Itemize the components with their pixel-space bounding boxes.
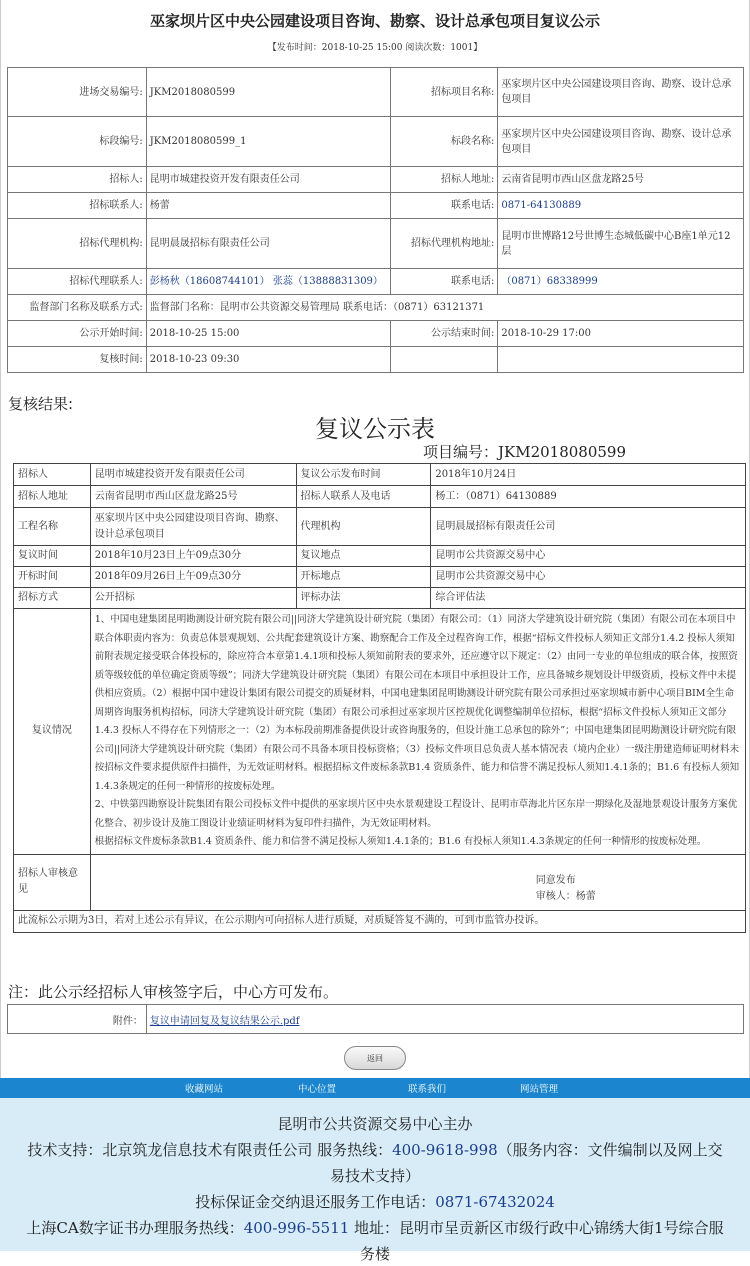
phone-label: 联系电话: — [390, 193, 498, 219]
open-place-label: 开标地点 — [296, 567, 431, 588]
end-value: 2018-10-29 17:00 — [498, 321, 744, 347]
footer-deposit — [0, 1190, 750, 1214]
opinion-content — [90, 854, 745, 910]
section-no-value: JKM2018080599_1 — [146, 117, 390, 167]
footer-deposit-text: 投标保证金交纳退还服务工作电话： — [195, 1193, 436, 1211]
project-name-label: 招标项目名称: — [390, 68, 498, 117]
info-row — [8, 68, 744, 117]
publish-time-value: 2018年10月24日 — [431, 464, 746, 486]
review-row — [14, 464, 746, 486]
tenderer-contact-value: 杨蕾 — [146, 193, 390, 219]
agency-value: 昆明晨晟招标有限责任公司 — [146, 219, 390, 269]
info-row — [8, 321, 744, 347]
page-title: 巫家坝片区中央公园建设项目咨询、勘察、设计总承包项目复议公示 — [149, 12, 600, 30]
site-footer — [0, 1098, 750, 1263]
publish-time-label: 复议公示发布时间 — [296, 464, 431, 486]
footer-ca-text: 上海CA数字证书办理服务热线： — [26, 1219, 244, 1237]
footer-support-phone: 400-9618-998 — [392, 1141, 498, 1159]
attachment-row — [8, 1005, 744, 1034]
info-row — [8, 219, 744, 269]
review-project-value: 巫家坝片区中央公园建设项目咨询、勘察、设计总承包项目 — [90, 508, 296, 546]
tenderer-addr-label: 招标人地址: — [390, 167, 498, 193]
info-row — [8, 347, 744, 373]
tenderer-contact-label: 招标联系人: — [8, 193, 147, 219]
review-row — [14, 508, 746, 546]
empty-cell — [390, 347, 498, 373]
nav-admin[interactable]: 网站管理 — [520, 1084, 559, 1095]
empty-cell — [498, 347, 744, 373]
project-name-value: 巫家坝片区中央公园建设项目咨询、勘察、设计总承包项目 — [498, 68, 744, 117]
section-name-value: 巫家坝片区中央公园建设项目咨询、勘察、设计总承包项目 — [498, 117, 744, 167]
agency-contact-label: 招标代理联系人: — [8, 269, 147, 295]
tenderer-value: 昆明市城建投资开发有限责任公司 — [146, 167, 390, 193]
supervisor-value: 监督部门名称：昆明市公共资源交易管理局 联系电话：（0871）63121371 — [146, 295, 743, 321]
review-addr-value: 云南省昆明市西山区盘龙路25号 — [90, 486, 296, 508]
agency-addr-label: 招标代理机构地址: — [390, 219, 498, 269]
review-place-label: 复议地点 — [296, 546, 431, 567]
eval-label: 评标办法 — [296, 588, 431, 609]
review-row — [14, 588, 746, 609]
back-button[interactable]: 返回 — [344, 1046, 406, 1070]
review-tenderer-value: 昆明市城建投资开发有限责任公司 — [90, 464, 296, 486]
review-time-label-2: 复议时间 — [14, 546, 91, 567]
review-agent-value: 昆明晨晟招标有限责任公司 — [431, 508, 746, 546]
review-project-no: 项目编号：JKM2018080599 — [423, 443, 627, 461]
footer-host: 昆明市公共资源交易中心主办 — [277, 1115, 473, 1133]
agency-phone-label: 联系电话: — [390, 269, 498, 295]
review-time-value: 2018-10-23 09:30 — [146, 347, 390, 373]
review-time-value-2: 2018年10月23日上午09点30分 — [90, 546, 296, 567]
attachment-table — [7, 1004, 744, 1034]
agency-label: 招标代理机构: — [8, 219, 147, 269]
attachment-label: 附件： — [8, 1005, 147, 1034]
footer-ca — [0, 1216, 750, 1240]
nav-location[interactable]: 中心位置 — [298, 1084, 337, 1095]
situation-paragraph: 根据招标文件废标条款B1.4 资质条件、能力和信誉不满足投标人须知1.4.1条的；B1.6 有投标人须知1.4.3条规定的任何一种情形的按废标处理。 — [94, 836, 707, 847]
review-time-label: 复核时间: — [8, 347, 147, 373]
situation-label: 复议情况 — [14, 609, 91, 855]
review-agent-label: 代理机构 — [296, 508, 431, 546]
nav-favorite[interactable]: 收藏网站 — [185, 1084, 224, 1095]
review-row — [14, 854, 746, 910]
agency-contact-value: 彭杨秋（18608744101） 张蕊（13888831309） — [146, 269, 390, 295]
open-time-label: 开标时间 — [14, 567, 91, 588]
tenderer-addr-value: 云南省昆明市西山区盘龙路25号 — [498, 167, 744, 193]
tenderer-label: 招标人: — [8, 167, 147, 193]
review-row — [14, 609, 746, 855]
footer-ca-address: 地址：昆明市呈贡新区市级行政中心锦绣大街1号综合服 — [349, 1219, 724, 1237]
footer-support-text: （服务内容：文件编制以及网上交 — [497, 1141, 723, 1159]
review-project-label: 工程名称 — [14, 508, 91, 546]
start-label: 公示开始时间: — [8, 321, 147, 347]
publish-note: 注：此公示经招标人审核签字后，中心方可发布。 — [8, 983, 339, 1001]
footer-support-text: 技术支持：北京筑龙信息技术有限责任公司 服务热线： — [27, 1141, 393, 1159]
end-label: 公示结束时间: — [390, 321, 498, 347]
nav-contact[interactable]: 联系我们 — [408, 1084, 447, 1095]
opinion-label: 招标人审核意见 — [14, 854, 91, 910]
entry-no-value: JKM2018080599 — [146, 68, 390, 117]
footer-ca-phone: 400-996-5511 — [243, 1219, 350, 1237]
info-row — [8, 117, 744, 167]
attachment-cell — [146, 1005, 743, 1034]
method-value: 公开招标 — [90, 588, 296, 609]
review-row — [14, 546, 746, 567]
footer-deposit-phone: 0871-67432024 — [435, 1193, 555, 1211]
review-row — [14, 567, 746, 588]
section-name-label: 标段名称: — [390, 117, 498, 167]
footer-nav — [0, 1078, 750, 1098]
review-contact-label: 招标人联系人及电话 — [296, 486, 431, 508]
situation-paragraph: 2、中铁第四勘察设计院集团有限公司投标文件中提供的巫家坝片区中央水景观建设工程设计、昆明市草海北片区东岸一期绿化及湿地景观设计服务方案优化整合、初步设计及施工图设计业绩证明材料为复印件扫描件，为无效证明材料。 — [94, 799, 738, 829]
open-place-value: 昆明市公共资源交易中心 — [431, 567, 746, 588]
opinion-reviewer: 审核人：杨蕾 — [535, 890, 596, 902]
review-heading: 复核结果: — [8, 395, 74, 413]
review-table-title: 复议公示表 — [315, 415, 435, 443]
footer-support-cont: 易技术支持） — [329, 1167, 420, 1185]
start-value: 2018-10-25 15:00 — [146, 321, 390, 347]
entry-no-label: 进场交易编号: — [8, 68, 147, 117]
eval-value: 综合评估法 — [431, 588, 746, 609]
section-no-label: 标段编号: — [8, 117, 147, 167]
info-row — [8, 193, 744, 219]
situation-content — [90, 609, 745, 855]
opinion-text: 同意发布 — [535, 874, 576, 886]
open-time-value: 2018年09月26日上午09点30分 — [90, 567, 296, 588]
footer-support — [0, 1138, 750, 1162]
notice-text: 此流标公示期为3日，若对上述公示有异议，在公示期内可向招标人进行质疑，对质疑答复不满的，可到市监管办投诉。 — [14, 910, 746, 932]
review-tenderer-label: 招标人 — [14, 464, 91, 486]
method-label: 招标方式 — [14, 588, 91, 609]
agency-addr-value: 昆明市世博路12号世博生态城低碳中心B座1单元12层 — [498, 219, 744, 269]
attachment-link[interactable]: 复议申请回复及复议结果公示.pdf — [149, 1015, 300, 1027]
project-info-table — [7, 67, 744, 373]
agency-phone-value: （0871）68338999 — [498, 269, 744, 295]
info-row — [8, 167, 744, 193]
info-row — [8, 295, 744, 321]
publish-meta: 【发布时间：2018-10-25 15:00 阅读次数：1001】 — [267, 43, 483, 53]
review-row — [14, 486, 746, 508]
info-row — [8, 269, 744, 295]
footer-ca-cont: 务楼 — [359, 1245, 390, 1263]
review-row — [14, 910, 746, 932]
supervisor-label: 监督部门名称及联系方式: — [8, 295, 147, 321]
review-addr-label: 招标人地址 — [14, 486, 91, 508]
review-place-value: 昆明市公共资源交易中心 — [431, 546, 746, 567]
review-table — [13, 463, 746, 933]
review-contact-value: 杨工：（0871）64130889 — [431, 486, 746, 508]
situation-paragraph: 1、中国电建集团昆明勘测设计研究院有限公司||同济大学建筑设计研究院（集团）有限公司：（1）同济大学建筑设计研究院（集团）有限公司在本项目中联合体职责内容为：负责总体景观规划、公共配套建筑设计方案、勘察配合工作及全过程咨询工作，根据“招标文件投标人须知正文部分1.4.2 投标人须知前附表规定接受联合体投标的，除应符合本章第1.4.1项和投标人须知前附表的要求外，还应遵守以下规定：（2）由同一专业的单位组成的联合体，按照资质等级较低的单位确定资质等级”；同济大学建筑设计研究院（集团）有限公司在本项目中承担设计工作，应具备城乡规划设计甲级资质，投标文件中未提供相应资质。（2）根据中国中建设计集团有限公司提交的质疑材料，中国电建集团昆明勘测设计研究院有限公司承担过巫家坝城市新中心项目BIM全生命周期咨询服务机构招标，同济大学建筑设计研究院（集团）有限公司承担过巫家坝片区控规优化调整编制单位招标，根据“招标文件投标人须知正文部分1.4.3 投标人不得存在下列情形之一：（2）为本标段前期准备提供设计或咨询服务的，但设计施工总承包的除外”；中国电建集团昆明勘测设计研究院有限公司||同济大学建筑设计研究院（集团）有限公司不具备本项目投标资格；（3）投标文件项目总负责人基本情况表（境内企业）一级注册建造师证明材料未按招标文件要求提供原件扫描件，为无效证明材料。根据招标文件废标条款B1.4 资质条件、能力和信誉不满足投标人须知1.4.1条的；B1.6 有投标人须知1.4.3条规定的任何一种情形的按废标处理。 — [94, 614, 740, 792]
phone-value: 0871-64130889 — [498, 193, 744, 219]
